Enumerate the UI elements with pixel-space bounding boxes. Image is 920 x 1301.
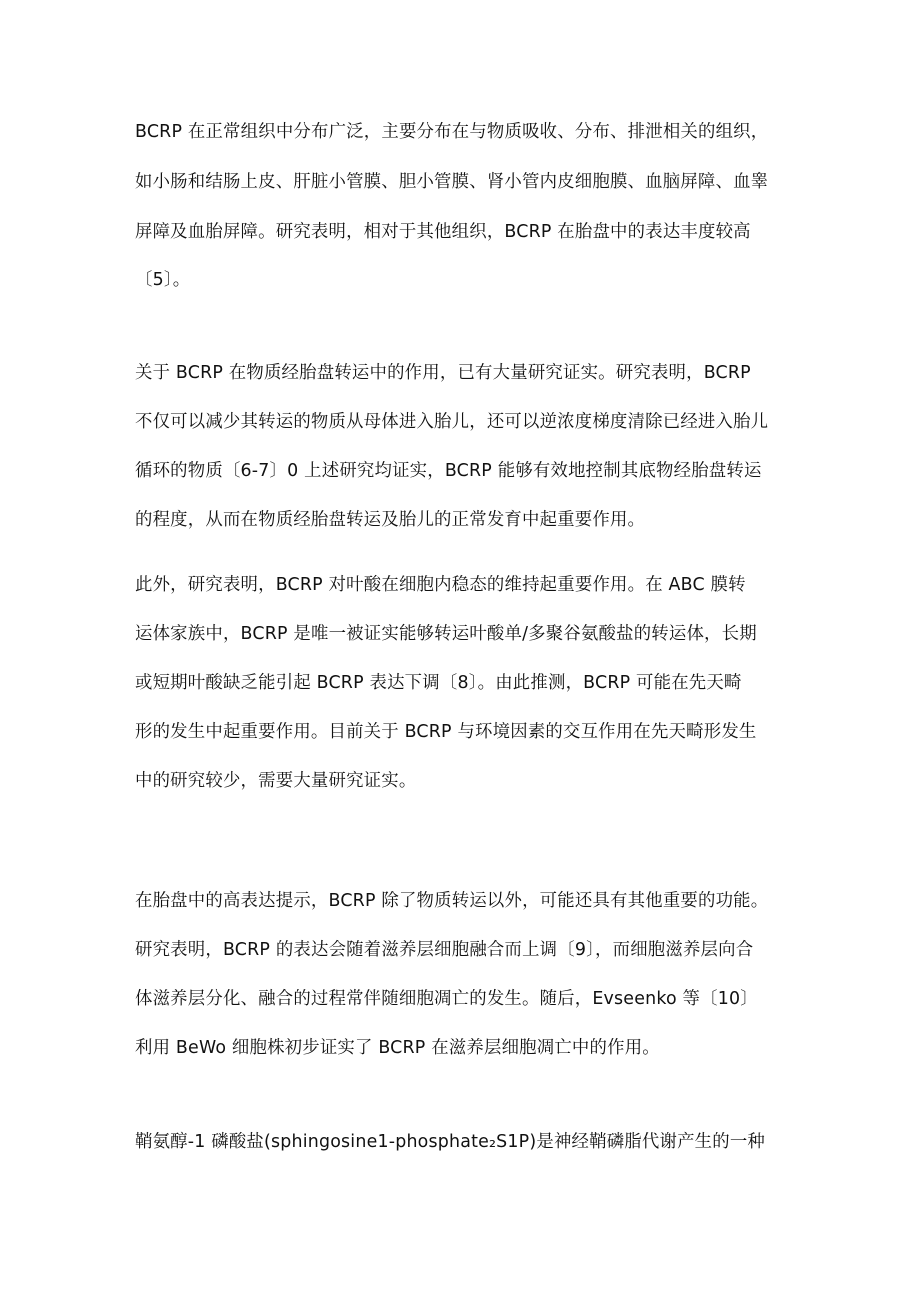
paragraph-4-line-1: 在胎盘中的高表达提示，BCRP 除了物质转运以外，可能还具有其他重要的功能。 [135,891,769,911]
paragraph-4-line-2: 研究表明，BCRP 的表达会随着滋养层细胞融合而上调〔9〕，而细胞滋养层向合 [135,940,754,960]
paragraph-3-line-5: 中的研究较少，需要大量研究证实。 [135,771,417,791]
paragraph-2-line-2: 不仅可以减少其转运的物质从母体进入胎儿，还可以逆浓度梯度清除已经进入胎儿 [135,412,769,432]
paragraph-3-line-2: 运体家族中，BCRP 是唯一被证实能够转运叶酸单/多聚谷氨酸盐的转运体，长期 [135,624,757,644]
paragraph-2-line-1: 关于 BCRP 在物质经胎盘转运中的作用，已有大量研究证实。研究表明，BCRP [135,363,751,383]
paragraph-1-line-3: 屏障及血胎屏障。研究表明，相对于其他组织，BCRP 在胎盘中的表达丰度较高 [135,222,751,242]
paragraph-2-line-3: 循环的物质〔6-7〕0 上述研究均证实，BCRP 能够有效地控制其底物经胎盘转运 [135,461,762,481]
paragraph-3-line-3: 或短期叶酸缺乏能引起 BCRP 表达下调〔8〕。由此推测，BCRP 可能在先天畸 [135,673,742,693]
paragraph-4-line-3: 体滋养层分化、融合的过程常伴随细胞凋亡的发生。随后，Evseenko 等〔10〕 [135,989,758,1009]
paragraph-1-line-1: BCRP 在正常组织中分布广泛，主要分布在与物质吸收、分布、排泄相关的组织， [135,122,769,142]
paragraph-4-line-4: 利用 BeWo 细胞株初步证实了 BCRP 在滋养层细胞凋亡中的作用。 [135,1038,660,1058]
paragraph-2-line-4: 的程度，从而在物质经胎盘转运及胎儿的正常发育中起重要作用。 [135,510,646,530]
paragraph-3-line-4: 形的发生中起重要作用。目前关于 BCRP 与环境因素的交互作用在先天畸形发生 [135,722,757,742]
paragraph-5-line-1: 鞘氨醇-1 磷酸盐(sphingosine1-phosphate₂S1P)是神经鞘磷脂代谢产生的一种 [135,1132,766,1152]
paragraph-3-line-1: 此外，研究表明，BCRP 对叶酸在细胞内稳态的维持起重要作用。在 ABC 膜转 [135,575,746,595]
paragraph-1-line-2: 如小肠和结肠上皮、肝脏小管膜、胆小管膜、肾小管内皮细胞膜、血脑屏障、血睾 [135,172,769,192]
paragraph-1-line-4: 〔5〕。 [135,270,191,290]
